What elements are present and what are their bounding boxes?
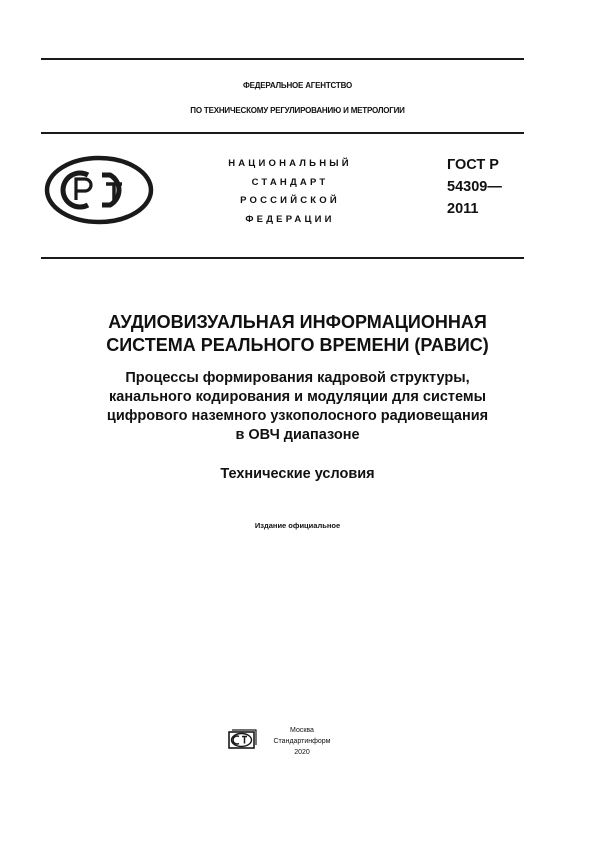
top-rule <box>41 58 524 60</box>
gost-number <box>447 154 502 220</box>
edition-note: Издание официальное <box>254 521 341 530</box>
agency-line-2: ПО ТЕХНИЧЕСКОМУ РЕГУЛИРОВАНИЮ И МЕТРОЛОГИИ <box>190 106 405 115</box>
title-line: СИСТЕМА РЕАЛЬНОГО ВРЕМЕНИ (РАВИС) <box>106 335 489 355</box>
gost-line: 2011 <box>447 201 479 217</box>
imprint <box>262 725 342 758</box>
subtitle-line: цифрового наземного узкополосного радиовещания <box>106 408 489 424</box>
imprint-year: 2020 <box>294 749 310 756</box>
subtitle-line: Процессы формирования кадровой структуры, <box>125 370 470 386</box>
specification-type: Технические условия <box>220 466 375 482</box>
national-line: НАЦИОНАЛЬНЫЙ <box>228 158 352 169</box>
gost-line: 54309— <box>447 179 502 195</box>
national-line: ФЕДЕРАЦИИ <box>245 213 335 225</box>
standartinform-logo-icon <box>228 729 258 749</box>
gost-line: ГОСТ Р <box>447 157 499 173</box>
agency-line-1: ФЕДЕРАЛЬНОЕ АГЕНТСТВО <box>242 81 352 90</box>
imprint-publisher: Стандартинформ <box>273 738 331 745</box>
national-line: СТАНДАРТ <box>251 176 329 188</box>
imprint-city: Москва <box>290 727 314 734</box>
subtitle-line: канального кодирования и модуляции для системы <box>109 389 486 405</box>
subtitle-line: в ОВЧ диапазоне <box>235 427 360 443</box>
national-line: РОССИЙСКОЙ <box>240 195 340 206</box>
national-standard-text <box>205 155 375 229</box>
document-title <box>0 311 595 357</box>
title-line: АУДИОВИЗУАЛЬНАЯ ИНФОРМАЦИОННАЯ <box>108 312 487 332</box>
header-rule <box>41 132 524 134</box>
standard-rule <box>41 257 524 259</box>
rst-gost-logo-icon <box>44 155 154 225</box>
document-subtitle <box>0 369 595 445</box>
